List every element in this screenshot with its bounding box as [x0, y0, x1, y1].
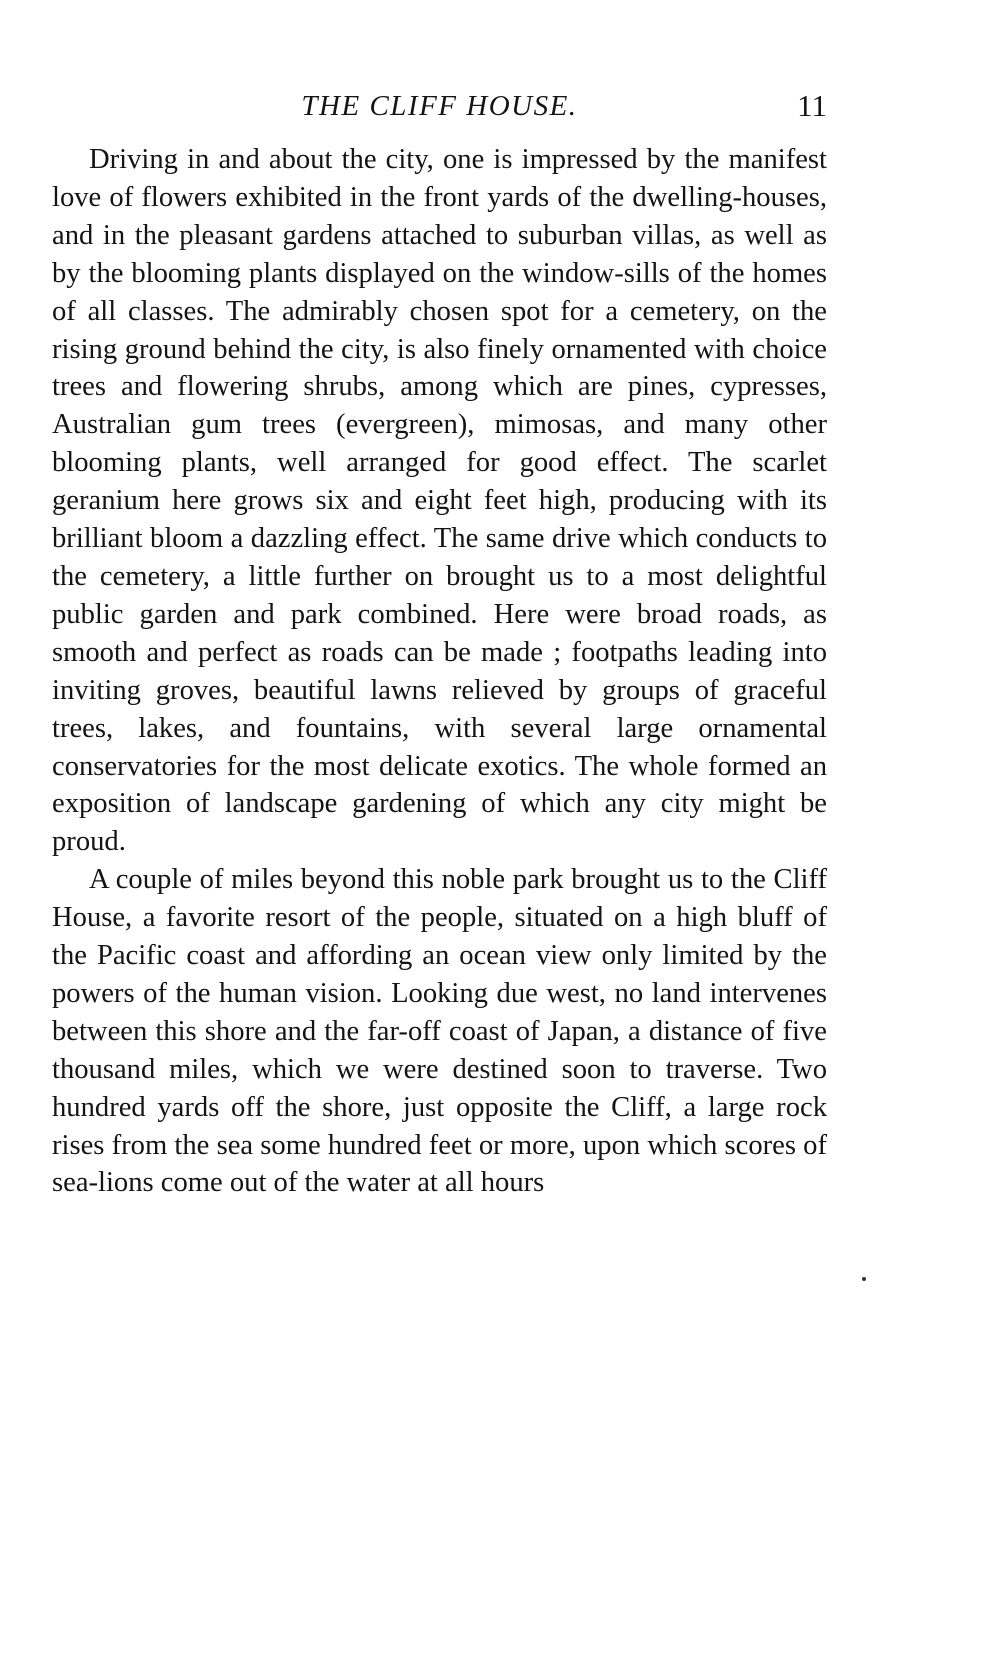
page-number: 11: [797, 88, 827, 123]
running-title: THE CLIFF HOUSE.: [301, 90, 578, 122]
paragraph-flowers-and-park: Driving in and about the city, one is impressed by the manifest love of flowers exhibited in the front yards of the dwelling-houses, and in the pleasant gardens attached to suburban villas, as well as by the blooming plants displayed on the window-sills of the homes of all classes. The admirably chosen spot for a cemetery, on the rising ground behind the city, is also finely ornamented with choice trees and flowering shrubs, among which are pines, cypresses, Australian gum trees (evergreen), mimosas, and many other blooming plants, well arranged for good effect. The scarlet geranium here grows six and eight feet high, producing with its brilliant bloom a dazzling effect. The same drive which conducts to the cemetery, a little further on brought us to a most delightful public garden and park combined. Here were broad roads, as smooth and perfect as roads can be made ; footpaths leading into inviting groves, beautiful lawns relieved by groups of graceful trees, lakes, and fountains, with several large ornamental conservatories for the most delicate exotics. The whole formed an exposition of landscape gardening of which any city might be proud.: [52, 144, 827, 858]
ink-speck: [862, 1277, 866, 1281]
body-text: [52, 141, 827, 1202]
paragraph-cliff-house: A couple of miles beyond this noble park brought us to the Cliff House, a favorite resort of the people, situated on a high bluff of the Pacific coast and affording an ocean view only limited by the powers of the human vision. Looking due west, no land intervenes between this shore and the far-off coast of Japan, a distance of five thousand miles, which we were destined soon to traverse. Two hundred yards off the shore, just opposite the Cliff, a large rock rises from the sea some hundred feet or more, upon which scores of sea-lions come out of the water at all hours: [52, 864, 827, 1199]
running-head: [52, 84, 827, 128]
